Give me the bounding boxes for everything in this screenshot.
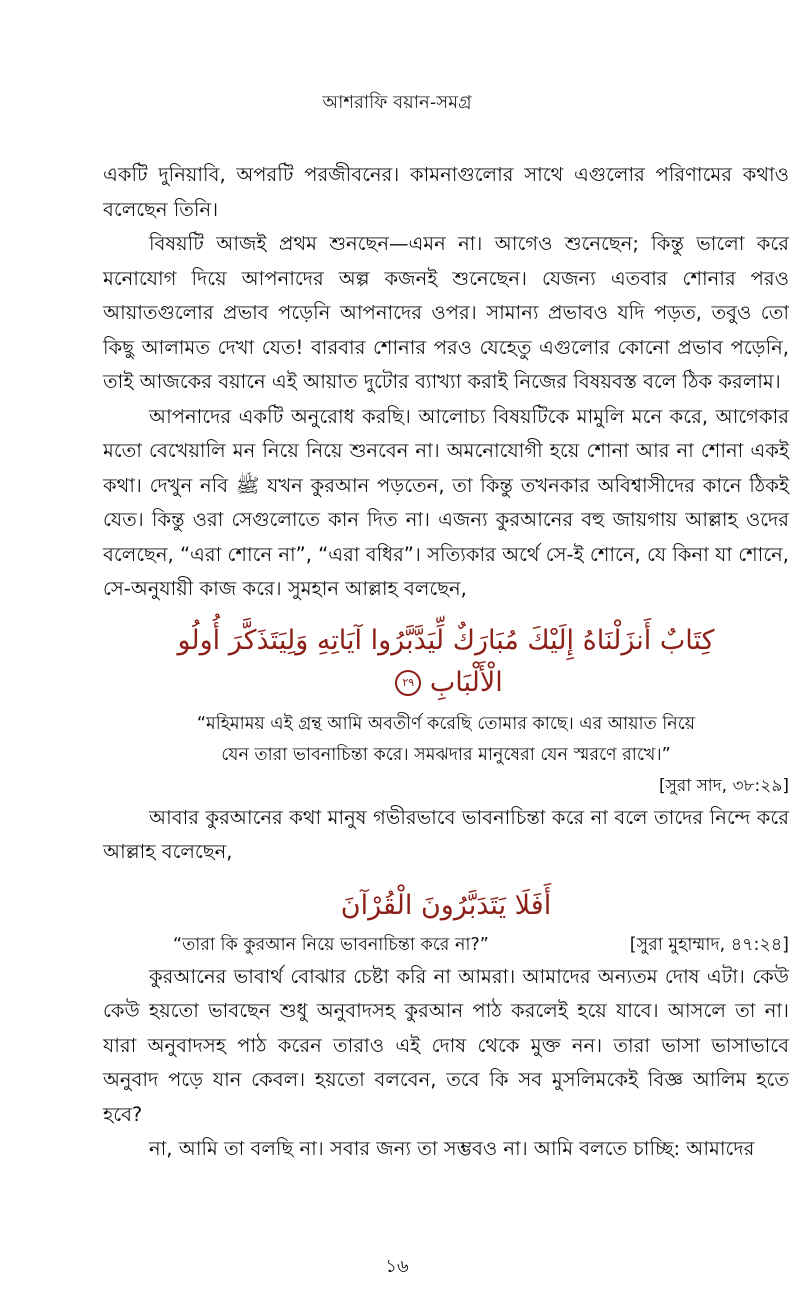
verse-1-translation-line-1: “মহিমাময় এই গ্রন্থ আমি অবতীর্ণ করেছি তোমার কাছে। এর আয়াত নিয়ে (196, 713, 696, 734)
verse-2-translation: “তারা কি কুরআন নিয়ে ভাবনাচিন্তা করে না?” (173, 934, 489, 955)
verse-1-translation (103, 709, 789, 771)
quran-verse-1-end: الْأَلْبَابِ (429, 666, 503, 698)
paragraph-5: কুরআনের ভাবার্থ বোঝার চেষ্টা করি না আমরা। আমাদের অন্যতম দোষ এটা। কেউ কেউ হয়তো ভাবছেন শুধু অনুবাদসহ কুরআন পাঠ করলেই হয়ে যাবে। আসলে তা না। যারা অনুবাদসহ পাঠ করেন তারাও এই দোষ থেকে মুক্ত নন। তারা ভাসা ভাসাভাবে অনুবাদ পড়ে যান কেবল। হয়তো বলবেন, তবে কি সব মুসলিমকেই বিজ্ঞ আলিম হতে হবে? (103, 964, 789, 1126)
page-number: ১৬ (385, 1256, 409, 1277)
quran-verse-1-line-1: كِتَابٌ أَنزَلْنَاهُ إِلَيْكَ مُبَارَكٌ لِّيَدَّبَّرُوا آيَاتِهِ وَلِيَتَذَكَّرَ أُولُو (177, 624, 715, 656)
verse-1-translation-line-2: যেন তারা ভাবনাচিন্তা করে। সমঝদার মানুষেরা যেন স্মরণে রাখে।” (221, 744, 671, 765)
paragraph-2: বিষয়টি আজই প্রথম শুনছেন—এমন না। আগেও শুনেছেন; কিন্তু ভালো করে মনোযোগ দিয়ে আপনাদের অল্প কজনই শুনেছেন। যেজন্য এতবার শোনার পরও আয়াতগুলোর প্রভাব পড়েনি আপনাদের ওপর। সামান্য প্রভাবও যদি পড়ত, তবুও তো কিছু আলামত দেখা যেত! বারবার শোনার পরও যেহেতু এগুলোর কোনো প্রভাব পড়েনি, তাই আজকের বয়ানে এই আয়াত দুটোর ব্যাখ্যা করাই নিজের বিষয়বস্ত বলে ঠিক করলাম। (103, 232, 789, 393)
quran-verse-2: أَفَلَا يَتَدَبَّرُونَ الْقُرْآنَ (340, 889, 552, 921)
running-header: আশরাফি বয়ান-সমগ্র (322, 92, 472, 113)
ayah-number-marker-icon: ٢٩ (395, 670, 421, 696)
paragraph-4: আবার কুরআনের কথা মানুষ গভীরভাবে ভাবনাচিন্তা করে না বলে তাদের নিন্দে করে আল্লাহ বলেছেন, (103, 805, 789, 863)
verse-2-translation-row (103, 930, 789, 960)
paragraph-6: না, আমি তা বলছি না। সবার জন্য তা সম্ভবও না। আমি বলতে চাচ্ছি: আমাদের (149, 1137, 755, 1160)
paragraph-1: একটি দুনিয়াবি, অপরটি পরজীবনের। কামনাগুলোর সাথে এগুলোর পরিণামের কথাও বলেছেন তিনি। (103, 163, 789, 221)
paragraph-3: আপনাদের একটি অনুরোধ করছি। আলোচ্য বিষয়টিকে মামুলি মনে করে, আগেকার মতো বেখেয়ালি মন নিয়ে নিয়ে শুনবেন না। অমনোযোগী হয়ে শোনা আর না শোনা একই কথা। দেখুন নবি ﷺ যখন কুরআন পড়তেন, তা কিন্তু তখনকার অবিশ্বাসীদের কানে ঠিকই যেত। কিন্তু ওরা সেগুলোতে কান দিত না। এজন্য কুরআনের বহু জায়গায় আল্লাহ ওদের বলেছেন, “এরা শোনে না”, “এরা বধির”। সত্যিকার অর্থে সে-ই শোনে, যে কিনা যা শোনে, সে-অনুযায়ী কাজ করে। সুমহান আল্লাহ বলছেন, (103, 404, 789, 600)
verse-1-reference: [সুরা সাদ, ৩৮:২৯] (659, 775, 789, 796)
verse-2-reference: [সুরা মুহাম্মাদ, ৪৭:২৪] (629, 934, 789, 955)
page-body (103, 158, 789, 1167)
quran-verse-1-line-2 (103, 663, 789, 703)
